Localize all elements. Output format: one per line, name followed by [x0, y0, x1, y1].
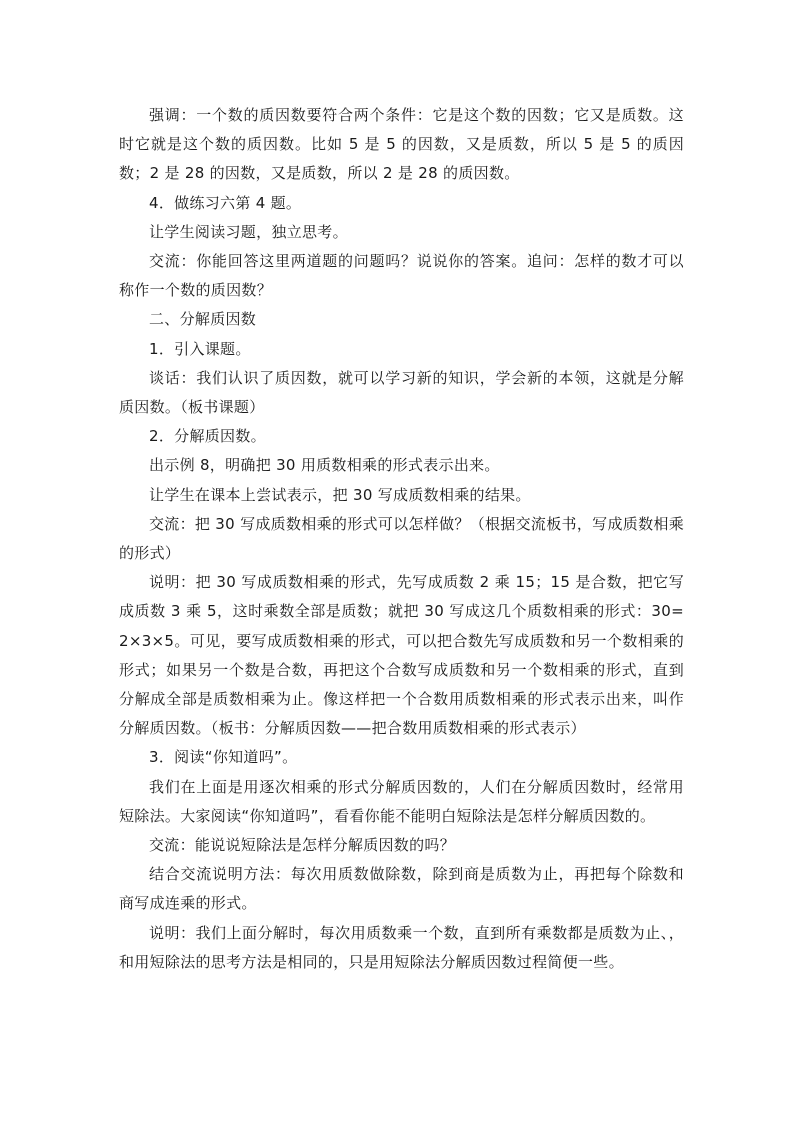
paragraph-discussion-1: 交流：你能回答这里两道题的问题吗？说说你的答案。追问：怎样的数才可以称作一个数的质因数？ — [119, 252, 684, 300]
document-page — [119, 101, 684, 977]
paragraph-discussion-2: 交流：把 30 写成质数相乘的形式可以怎样做？（根据交流板书，写成质数相乘的形式） — [119, 514, 684, 563]
paragraph-explanation-1: 说明：把 30 写成质数相乘的形式，先写成质数 2 乘 15；15 是合数，把它写成质数 3 乘 5，这时乘数全部是质数；就把 30 写成这几个质数相乘的形式：30=2×3×5。可见，要写成质数相乘的形式，可以把合数先写成质数和另一个数相乘的形式；如果另一个数是合数，再把这个合数写成质数和另一个数相乘的形式，直到分解成全部是质数相乘为止。像这样把一个合数用质数相乘的形式表示出来，叫作分解质因数。（板书：分解质因数——把合数用质数相乘的形式表示） — [119, 573, 684, 738]
paragraph-explanation-2: 说明：我们上面分解时，每次用质数乘一个数，直到所有乘数都是质数为止、，和用短除法的思考方法是相同的，只是用短除法分解质因数过程简便一些。 — [119, 923, 684, 971]
paragraph-short-division: 我们在上面是用逐次相乘的形式分解质因数的，人们在分解质因数时，经常用短除法。大家阅读“你知道吗”，看看你能不能明白短除法是怎样分解质因数的。 — [119, 777, 684, 825]
paragraph-intro-topic: 1．引入课题。 — [149, 339, 251, 358]
paragraph-read-did-you-know: 3．阅读“你知道吗”。 — [149, 748, 298, 767]
paragraph-example-8: 出示例 8，明确把 30 用质数相乘的形式表示出来。 — [149, 456, 500, 475]
paragraph-method: 结合交流说明方法：每次用质数做除数，除到商是质数为止，再把每个除数和商写成连乘的形式。 — [119, 865, 684, 913]
paragraph-emphasis: 强调：一个数的质因数要符合两个条件：它是这个数的因数；它又是质数。这时它就是这个数的质因数。比如 5 是 5 的因数，又是质数，所以 5 是 5 的质因数；2 是 28 的因数，又是质数，所以 2 是 28 的质因数。 — [119, 106, 684, 183]
paragraph-read-exercise: 让学生阅读习题，独立思考。 — [149, 222, 348, 241]
paragraph-try: 让学生在课本上尝试表示，把 30 写成质数相乘的结果。 — [149, 485, 531, 504]
section-heading-factorization: 二、分解质因数 — [149, 310, 257, 329]
paragraph-talk: 谈话：我们认识了质因数，就可以学习新的知识，学会新的本领，这就是分解质因数。（板书课题） — [119, 368, 684, 417]
paragraph-discussion-3: 交流：能说说短除法是怎样分解质因数的吗？ — [149, 836, 456, 855]
paragraph-exercise-4: 4．做练习六第 4 题。 — [149, 193, 302, 212]
paragraph-factorization-step: 2．分解质因数。 — [149, 427, 266, 446]
